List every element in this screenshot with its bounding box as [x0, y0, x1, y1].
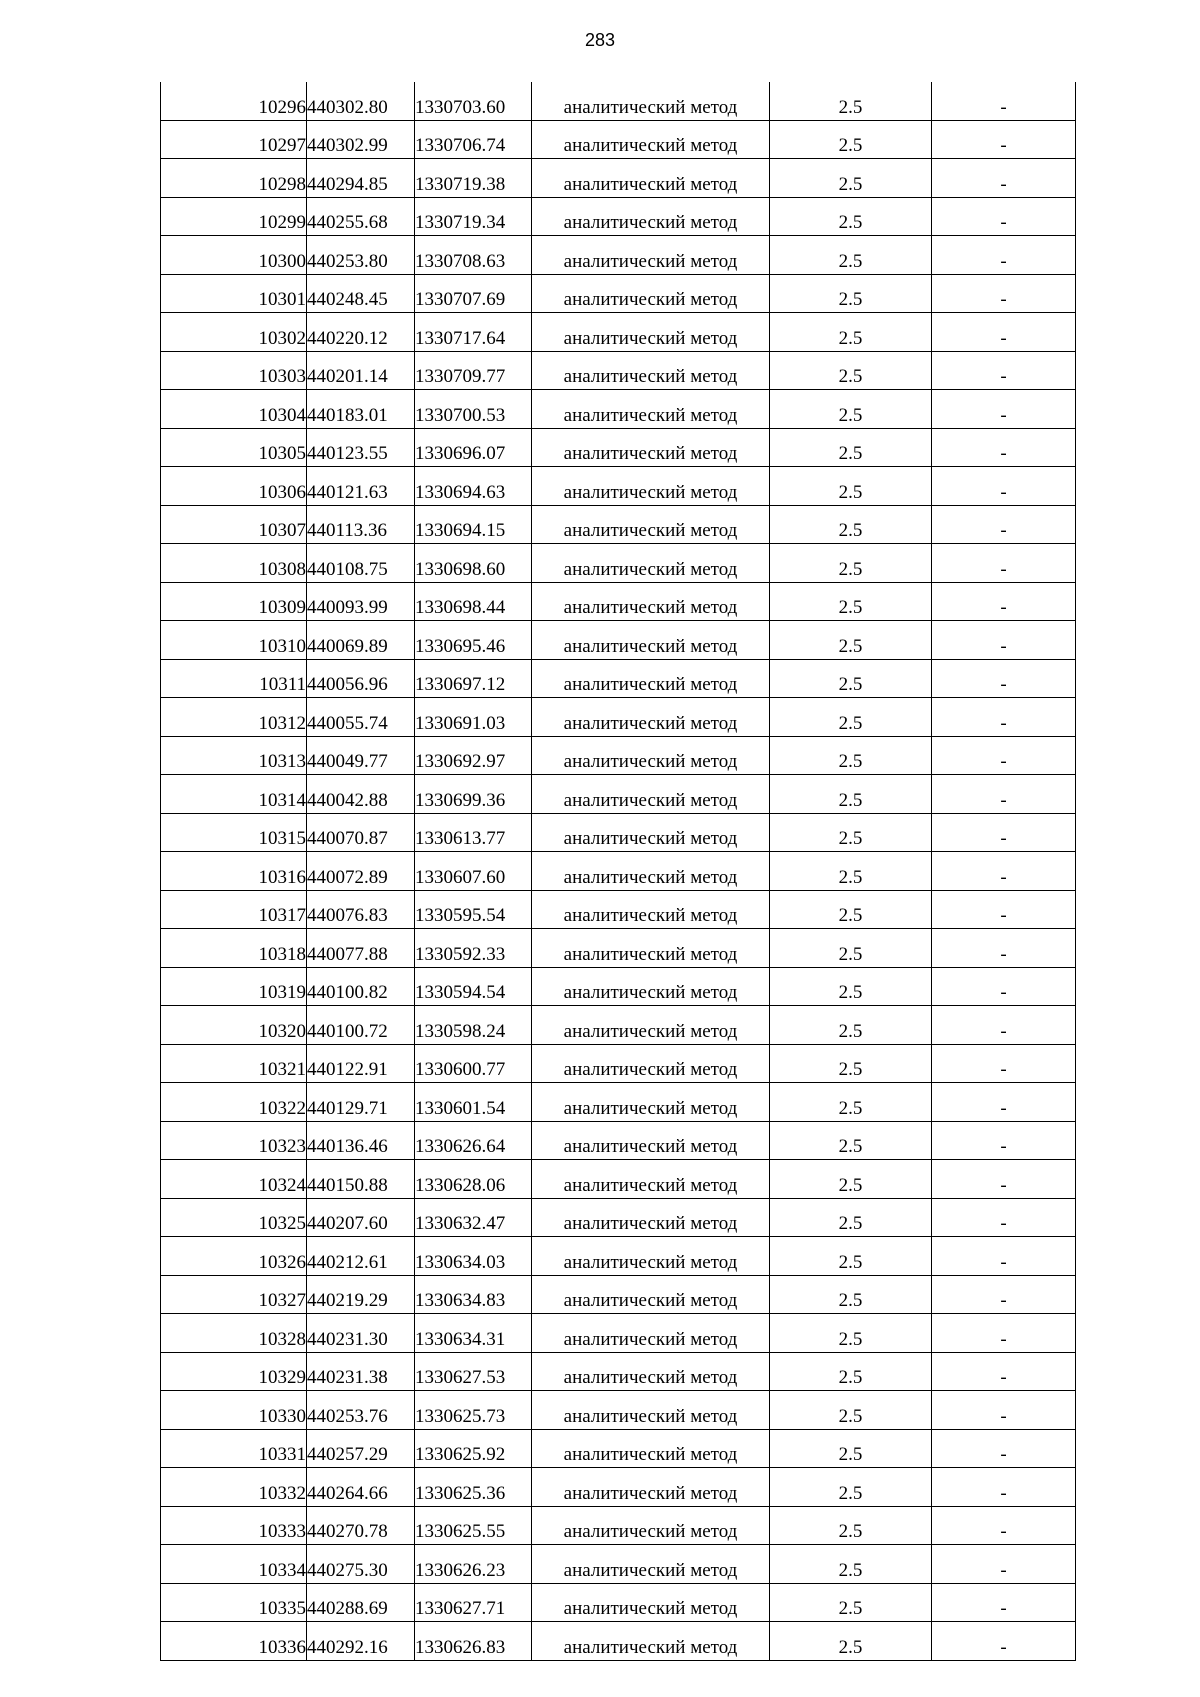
coord-x-cell: 440253.76 [307, 1391, 415, 1430]
determination-method-cell: аналитический метод [532, 159, 770, 198]
determination-method-cell: аналитический метод [532, 1545, 770, 1584]
table-row [161, 274, 1076, 313]
table-row [161, 621, 1076, 660]
description-cell: - [932, 698, 1076, 737]
point-number-cell: 10334 [161, 1545, 307, 1584]
description-cell: - [932, 428, 1076, 467]
point-number-cell: 10314 [161, 775, 307, 814]
determination-method-cell: аналитический метод [532, 1468, 770, 1507]
coord-x-cell: 440201.14 [307, 351, 415, 390]
description-cell: - [932, 582, 1076, 621]
determination-method-cell: аналитический метод [532, 890, 770, 929]
determination-method-cell: аналитический метод [532, 1391, 770, 1430]
accuracy-cell: 2.5 [770, 1545, 932, 1584]
table-row [161, 929, 1076, 968]
description-cell: - [932, 621, 1076, 660]
determination-method-cell: аналитический метод [532, 1583, 770, 1622]
coord-x-cell: 440150.88 [307, 1160, 415, 1199]
description-cell: - [932, 1083, 1076, 1122]
accuracy-cell: 2.5 [770, 390, 932, 429]
description-cell: - [932, 890, 1076, 929]
coord-y-cell: 1330695.46 [415, 621, 532, 660]
table-row [161, 1006, 1076, 1045]
description-cell: - [932, 775, 1076, 814]
coord-x-cell: 440253.80 [307, 236, 415, 275]
table-row [161, 236, 1076, 275]
coord-x-cell: 440270.78 [307, 1506, 415, 1545]
table-row [161, 505, 1076, 544]
coord-y-cell: 1330626.83 [415, 1622, 532, 1661]
description-cell: - [932, 467, 1076, 506]
coord-y-cell: 1330694.15 [415, 505, 532, 544]
coord-x-cell: 440231.30 [307, 1314, 415, 1353]
point-number-cell: 10312 [161, 698, 307, 737]
point-number-cell: 10328 [161, 1314, 307, 1353]
table-row [161, 1275, 1076, 1314]
coord-x-cell: 440183.01 [307, 390, 415, 429]
table-row [161, 390, 1076, 429]
accuracy-cell: 2.5 [770, 1121, 932, 1160]
coord-x-cell: 440076.83 [307, 890, 415, 929]
accuracy-cell: 2.5 [770, 1198, 932, 1237]
coord-x-cell: 440100.72 [307, 1006, 415, 1045]
coord-y-cell: 1330696.07 [415, 428, 532, 467]
description-cell: - [932, 544, 1076, 583]
description-cell: - [932, 505, 1076, 544]
table-row [161, 351, 1076, 390]
accuracy-cell: 2.5 [770, 890, 932, 929]
table-row [161, 698, 1076, 737]
table-row [161, 1429, 1076, 1468]
coord-x-cell: 440055.74 [307, 698, 415, 737]
accuracy-cell: 2.5 [770, 428, 932, 467]
point-number-cell: 10327 [161, 1275, 307, 1314]
table-row [161, 1583, 1076, 1622]
coord-x-cell: 440292.16 [307, 1622, 415, 1661]
table-row [161, 120, 1076, 159]
coord-x-cell: 440275.30 [307, 1545, 415, 1584]
point-number-cell: 10310 [161, 621, 307, 660]
description-cell: - [932, 1468, 1076, 1507]
coord-x-cell: 440100.82 [307, 967, 415, 1006]
point-number-cell: 10297 [161, 120, 307, 159]
description-cell: - [932, 852, 1076, 891]
point-number-cell: 10335 [161, 1583, 307, 1622]
determination-method-cell: аналитический метод [532, 1121, 770, 1160]
accuracy-cell: 2.5 [770, 775, 932, 814]
accuracy-cell: 2.5 [770, 929, 932, 968]
table-row [161, 1506, 1076, 1545]
determination-method-cell: аналитический метод [532, 1083, 770, 1122]
coord-x-cell: 440077.88 [307, 929, 415, 968]
determination-method-cell: аналитический метод [532, 274, 770, 313]
coord-x-cell: 440257.29 [307, 1429, 415, 1468]
description-cell: - [932, 1506, 1076, 1545]
accuracy-cell: 2.5 [770, 120, 932, 159]
coordinates-table-body [161, 82, 1076, 1660]
table-row [161, 582, 1076, 621]
point-number-cell: 10331 [161, 1429, 307, 1468]
description-cell: - [932, 1583, 1076, 1622]
coordinates-table [160, 82, 1076, 1661]
determination-method-cell: аналитический метод [532, 1314, 770, 1353]
point-number-cell: 10306 [161, 467, 307, 506]
determination-method-cell: аналитический метод [532, 736, 770, 775]
coord-y-cell: 1330626.23 [415, 1545, 532, 1584]
accuracy-cell: 2.5 [770, 1622, 932, 1661]
point-number-cell: 10322 [161, 1083, 307, 1122]
description-cell: - [932, 1275, 1076, 1314]
point-number-cell: 10308 [161, 544, 307, 583]
point-number-cell: 10333 [161, 1506, 307, 1545]
accuracy-cell: 2.5 [770, 1468, 932, 1507]
point-number-cell: 10332 [161, 1468, 307, 1507]
accuracy-cell: 2.5 [770, 1160, 932, 1199]
description-cell: - [932, 1545, 1076, 1584]
point-number-cell: 10336 [161, 1622, 307, 1661]
determination-method-cell: аналитический метод [532, 82, 770, 120]
table-row [161, 1198, 1076, 1237]
description-cell: - [932, 390, 1076, 429]
coord-x-cell: 440207.60 [307, 1198, 415, 1237]
accuracy-cell: 2.5 [770, 1391, 932, 1430]
coord-y-cell: 1330625.36 [415, 1468, 532, 1507]
coord-x-cell: 440264.66 [307, 1468, 415, 1507]
table-row [161, 1314, 1076, 1353]
coord-x-cell: 440220.12 [307, 313, 415, 352]
table-row [161, 775, 1076, 814]
coord-y-cell: 1330703.60 [415, 82, 532, 120]
point-number-cell: 10323 [161, 1121, 307, 1160]
description-cell: - [932, 1429, 1076, 1468]
coord-y-cell: 1330625.55 [415, 1506, 532, 1545]
coord-y-cell: 1330709.77 [415, 351, 532, 390]
determination-method-cell: аналитический метод [532, 1352, 770, 1391]
description-cell: - [932, 1121, 1076, 1160]
coord-y-cell: 1330707.69 [415, 274, 532, 313]
coord-y-cell: 1330632.47 [415, 1198, 532, 1237]
description-cell: - [932, 1622, 1076, 1661]
table-row [161, 82, 1076, 120]
coord-x-cell: 440288.69 [307, 1583, 415, 1622]
description-cell: - [932, 197, 1076, 236]
determination-method-cell: аналитический метод [532, 428, 770, 467]
point-number-cell: 10311 [161, 659, 307, 698]
coord-x-cell: 440042.88 [307, 775, 415, 814]
point-number-cell: 10330 [161, 1391, 307, 1430]
accuracy-cell: 2.5 [770, 659, 932, 698]
accuracy-cell: 2.5 [770, 1506, 932, 1545]
point-number-cell: 10329 [161, 1352, 307, 1391]
table-row [161, 197, 1076, 236]
point-number-cell: 10316 [161, 852, 307, 891]
coord-x-cell: 440255.68 [307, 197, 415, 236]
point-number-cell: 10299 [161, 197, 307, 236]
accuracy-cell: 2.5 [770, 351, 932, 390]
table-row [161, 967, 1076, 1006]
description-cell: - [932, 236, 1076, 275]
determination-method-cell: аналитический метод [532, 390, 770, 429]
table-row [161, 1121, 1076, 1160]
coord-y-cell: 1330625.73 [415, 1391, 532, 1430]
determination-method-cell: аналитический метод [532, 852, 770, 891]
point-number-cell: 10296 [161, 82, 307, 120]
coord-x-cell: 440108.75 [307, 544, 415, 583]
point-number-cell: 10317 [161, 890, 307, 929]
coord-y-cell: 1330634.03 [415, 1237, 532, 1276]
point-number-cell: 10309 [161, 582, 307, 621]
description-cell: - [932, 813, 1076, 852]
accuracy-cell: 2.5 [770, 544, 932, 583]
table-row [161, 159, 1076, 198]
coord-y-cell: 1330719.38 [415, 159, 532, 198]
accuracy-cell: 2.5 [770, 698, 932, 737]
accuracy-cell: 2.5 [770, 274, 932, 313]
determination-method-cell: аналитический метод [532, 120, 770, 159]
determination-method-cell: аналитический метод [532, 236, 770, 275]
description-cell: - [932, 659, 1076, 698]
point-number-cell: 10326 [161, 1237, 307, 1276]
determination-method-cell: аналитический метод [532, 1237, 770, 1276]
coord-x-cell: 440136.46 [307, 1121, 415, 1160]
coord-y-cell: 1330601.54 [415, 1083, 532, 1122]
coord-y-cell: 1330708.63 [415, 236, 532, 275]
description-cell: - [932, 120, 1076, 159]
accuracy-cell: 2.5 [770, 313, 932, 352]
determination-method-cell: аналитический метод [532, 698, 770, 737]
accuracy-cell: 2.5 [770, 1275, 932, 1314]
coord-y-cell: 1330600.77 [415, 1044, 532, 1083]
coord-y-cell: 1330691.03 [415, 698, 532, 737]
determination-method-cell: аналитический метод [532, 813, 770, 852]
description-cell: - [932, 1314, 1076, 1353]
table-row [161, 813, 1076, 852]
point-number-cell: 10302 [161, 313, 307, 352]
table-row [161, 890, 1076, 929]
accuracy-cell: 2.5 [770, 1429, 932, 1468]
description-cell: - [932, 1198, 1076, 1237]
coord-y-cell: 1330598.24 [415, 1006, 532, 1045]
page-number: 283 [584, 30, 616, 50]
accuracy-cell: 2.5 [770, 852, 932, 891]
determination-method-cell: аналитический метод [532, 929, 770, 968]
accuracy-cell: 2.5 [770, 582, 932, 621]
determination-method-cell: аналитический метод [532, 1198, 770, 1237]
coord-y-cell: 1330595.54 [415, 890, 532, 929]
accuracy-cell: 2.5 [770, 621, 932, 660]
determination-method-cell: аналитический метод [532, 1429, 770, 1468]
coord-x-cell: 440070.87 [307, 813, 415, 852]
description-cell: - [932, 736, 1076, 775]
coord-y-cell: 1330697.12 [415, 659, 532, 698]
accuracy-cell: 2.5 [770, 736, 932, 775]
accuracy-cell: 2.5 [770, 467, 932, 506]
table-row [161, 1352, 1076, 1391]
accuracy-cell: 2.5 [770, 1006, 932, 1045]
table-row [161, 1468, 1076, 1507]
coord-y-cell: 1330613.77 [415, 813, 532, 852]
table-row [161, 736, 1076, 775]
coord-x-cell: 440294.85 [307, 159, 415, 198]
coord-y-cell: 1330698.44 [415, 582, 532, 621]
coord-x-cell: 440129.71 [307, 1083, 415, 1122]
coord-x-cell: 440302.99 [307, 120, 415, 159]
coord-y-cell: 1330698.60 [415, 544, 532, 583]
determination-method-cell: аналитический метод [532, 1160, 770, 1199]
determination-method-cell: аналитический метод [532, 544, 770, 583]
accuracy-cell: 2.5 [770, 82, 932, 120]
coord-y-cell: 1330700.53 [415, 390, 532, 429]
coord-x-cell: 440121.63 [307, 467, 415, 506]
coord-y-cell: 1330626.64 [415, 1121, 532, 1160]
determination-method-cell: аналитический метод [532, 351, 770, 390]
table-row [161, 544, 1076, 583]
table-row [161, 852, 1076, 891]
coord-y-cell: 1330699.36 [415, 775, 532, 814]
accuracy-cell: 2.5 [770, 1237, 932, 1276]
description-cell: - [932, 1352, 1076, 1391]
coord-y-cell: 1330627.71 [415, 1583, 532, 1622]
point-number-cell: 10304 [161, 390, 307, 429]
table-row [161, 467, 1076, 506]
point-number-cell: 10301 [161, 274, 307, 313]
coord-y-cell: 1330625.92 [415, 1429, 532, 1468]
coord-y-cell: 1330717.64 [415, 313, 532, 352]
table-row [161, 1083, 1076, 1122]
determination-method-cell: аналитический метод [532, 197, 770, 236]
table-row [161, 1160, 1076, 1199]
determination-method-cell: аналитический метод [532, 1622, 770, 1661]
determination-method-cell: аналитический метод [532, 467, 770, 506]
coord-x-cell: 440231.38 [307, 1352, 415, 1391]
coord-y-cell: 1330706.74 [415, 120, 532, 159]
accuracy-cell: 2.5 [770, 236, 932, 275]
accuracy-cell: 2.5 [770, 159, 932, 198]
coord-y-cell: 1330628.06 [415, 1160, 532, 1199]
coord-x-cell: 440219.29 [307, 1275, 415, 1314]
coord-y-cell: 1330627.53 [415, 1352, 532, 1391]
table-row [161, 428, 1076, 467]
coord-y-cell: 1330694.63 [415, 467, 532, 506]
accuracy-cell: 2.5 [770, 197, 932, 236]
table-row [161, 659, 1076, 698]
accuracy-cell: 2.5 [770, 1083, 932, 1122]
determination-method-cell: аналитический метод [532, 1006, 770, 1045]
description-cell: - [932, 1160, 1076, 1199]
determination-method-cell: аналитический метод [532, 775, 770, 814]
table-row [161, 1622, 1076, 1661]
description-cell: - [932, 929, 1076, 968]
table-row [161, 1391, 1076, 1430]
description-cell: - [932, 313, 1076, 352]
description-cell: - [932, 351, 1076, 390]
description-cell: - [932, 1391, 1076, 1430]
determination-method-cell: аналитический метод [532, 1044, 770, 1083]
coord-x-cell: 440123.55 [307, 428, 415, 467]
description-cell: - [932, 82, 1076, 120]
coord-y-cell: 1330719.34 [415, 197, 532, 236]
description-cell: - [932, 159, 1076, 198]
coord-x-cell: 440093.99 [307, 582, 415, 621]
coord-x-cell: 440248.45 [307, 274, 415, 313]
determination-method-cell: аналитический метод [532, 505, 770, 544]
description-cell: - [932, 1237, 1076, 1276]
coord-y-cell: 1330607.60 [415, 852, 532, 891]
accuracy-cell: 2.5 [770, 1583, 932, 1622]
accuracy-cell: 2.5 [770, 1044, 932, 1083]
point-number-cell: 10324 [161, 1160, 307, 1199]
determination-method-cell: аналитический метод [532, 621, 770, 660]
determination-method-cell: аналитический метод [532, 967, 770, 1006]
coord-y-cell: 1330634.31 [415, 1314, 532, 1353]
determination-method-cell: аналитический метод [532, 582, 770, 621]
coord-x-cell: 440212.61 [307, 1237, 415, 1276]
point-number-cell: 10320 [161, 1006, 307, 1045]
point-number-cell: 10325 [161, 1198, 307, 1237]
coord-x-cell: 440049.77 [307, 736, 415, 775]
determination-method-cell: аналитический метод [532, 659, 770, 698]
table-row [161, 313, 1076, 352]
determination-method-cell: аналитический метод [532, 1275, 770, 1314]
description-cell: - [932, 274, 1076, 313]
determination-method-cell: аналитический метод [532, 1506, 770, 1545]
point-number-cell: 10307 [161, 505, 307, 544]
coord-y-cell: 1330692.97 [415, 736, 532, 775]
point-number-cell: 10319 [161, 967, 307, 1006]
point-number-cell: 10300 [161, 236, 307, 275]
coord-x-cell: 440122.91 [307, 1044, 415, 1083]
accuracy-cell: 2.5 [770, 813, 932, 852]
point-number-cell: 10305 [161, 428, 307, 467]
coord-y-cell: 1330594.54 [415, 967, 532, 1006]
table-row [161, 1545, 1076, 1584]
point-number-cell: 10321 [161, 1044, 307, 1083]
description-cell: - [932, 1044, 1076, 1083]
coord-x-cell: 440056.96 [307, 659, 415, 698]
coord-y-cell: 1330592.33 [415, 929, 532, 968]
coord-x-cell: 440069.89 [307, 621, 415, 660]
point-number-cell: 10298 [161, 159, 307, 198]
accuracy-cell: 2.5 [770, 967, 932, 1006]
point-number-cell: 10313 [161, 736, 307, 775]
accuracy-cell: 2.5 [770, 1314, 932, 1353]
description-cell: - [932, 967, 1076, 1006]
coord-y-cell: 1330634.83 [415, 1275, 532, 1314]
description-cell: - [932, 1006, 1076, 1045]
point-number-cell: 10318 [161, 929, 307, 968]
table-row [161, 1044, 1076, 1083]
coord-x-cell: 440072.89 [307, 852, 415, 891]
point-number-cell: 10315 [161, 813, 307, 852]
determination-method-cell: аналитический метод [532, 313, 770, 352]
accuracy-cell: 2.5 [770, 505, 932, 544]
accuracy-cell: 2.5 [770, 1352, 932, 1391]
coord-x-cell: 440302.80 [307, 82, 415, 120]
table-row [161, 1237, 1076, 1276]
coord-x-cell: 440113.36 [307, 505, 415, 544]
point-number-cell: 10303 [161, 351, 307, 390]
